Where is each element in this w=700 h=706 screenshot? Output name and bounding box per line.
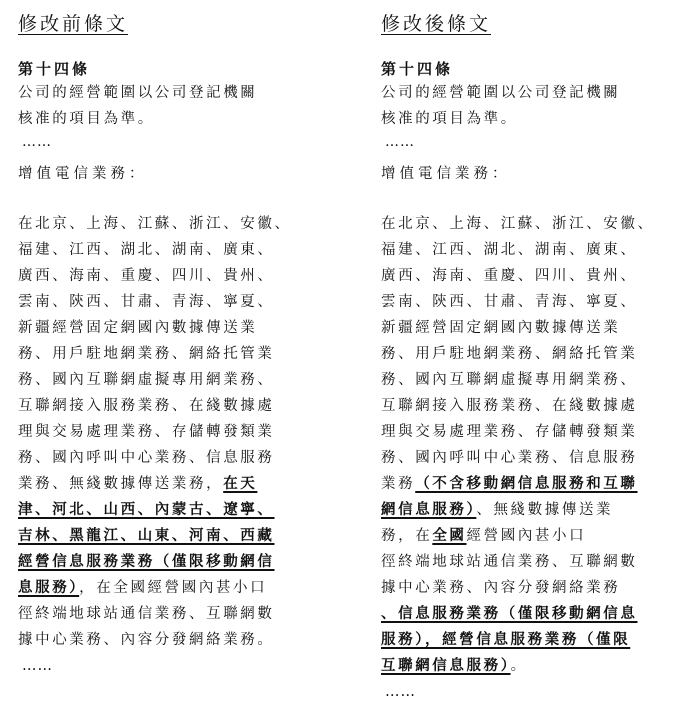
right-body-line — [381, 211, 655, 237]
right-body-line — [381, 393, 655, 419]
text-segment: 業務 — [381, 476, 416, 492]
left-body-line — [18, 601, 292, 627]
amended-text-segment: 經營信息服務業務（僅限移動網信 — [18, 553, 275, 570]
text-segment: 在北京、上海、江蘇、浙江、安徽、 — [18, 216, 292, 232]
left-intro — [18, 80, 257, 132]
text-segment: 務，在 — [381, 528, 433, 544]
right-body-line — [381, 549, 655, 575]
right-body-line — [381, 263, 655, 289]
right-body-line — [381, 627, 655, 653]
right-body-line — [381, 237, 655, 263]
amended-text-segment: 網信息服務） — [381, 501, 477, 518]
text-segment: 廣西、海南、重慶、四川、貴州、 — [381, 268, 638, 284]
text-segment: 廣西、海南、重慶、四川、貴州、 — [18, 268, 275, 284]
amended-text-segment: 在天 — [223, 475, 258, 492]
left-body-line — [18, 523, 292, 549]
text-segment: 務、國內互聯網虛擬專用網業務、 — [18, 372, 275, 388]
left-ellipsis: …… — [22, 134, 52, 150]
left-body-line — [18, 341, 292, 367]
left-intro-line: 核准的項目為準。 — [18, 111, 155, 127]
right-body-line — [381, 471, 655, 497]
text-segment: 新疆經營固定網國內數據傳送業 — [381, 320, 621, 336]
left-body-line — [18, 315, 292, 341]
left-body-line — [18, 367, 292, 393]
text-segment: 徑終端地球站通信業務、互聯網數 — [18, 606, 275, 622]
text-segment: 雲南、陝西、甘肅、青海、寧夏、 — [18, 294, 275, 310]
text-segment: 務、用戶駐地網業務、網絡托管業 — [381, 346, 638, 362]
text-segment: 互聯網接入服務業務、在綫數據處 — [18, 398, 275, 414]
right-body-line — [381, 653, 655, 679]
text-segment: 務、用戶駐地網業務、網絡托管業 — [18, 346, 275, 362]
text-segment: 福建、江西、湖北、湖南、廣東、 — [18, 242, 275, 258]
right-body-text — [381, 211, 655, 705]
left-body-line — [18, 211, 292, 237]
right-body-line — [381, 289, 655, 315]
text-segment: 在北京、上海、江蘇、浙江、安徽、 — [381, 216, 655, 232]
left-article-number: 第十四條 — [18, 60, 91, 78]
text-segment: 經營國內甚小口 — [466, 528, 587, 544]
text-segment: 雲南、陝西、甘肅、青海、寧夏、 — [381, 294, 638, 310]
amended-text-segment: 、信息服務業務（僅限移動網信息 — [381, 605, 638, 622]
right-ellipsis: …… — [385, 134, 415, 150]
left-body-text — [18, 211, 292, 679]
right-body-line — [381, 523, 655, 549]
text-segment: ，在全國經營國內甚小口 — [79, 580, 268, 596]
left-body-line — [18, 445, 292, 471]
amended-text-segment: 吉林、黑龍江、山東、河南、西藏 — [18, 527, 275, 544]
text-segment: 理與交易處理業務、存儲轉發類業 — [381, 424, 638, 440]
left-body-line — [18, 575, 292, 601]
text-segment: 業務、無綫數據傳送業務， — [18, 476, 224, 492]
text-segment: 務、國內呼叫中心業務、信息服務 — [381, 450, 638, 466]
right-body-line — [381, 367, 655, 393]
text-segment: 新疆經營固定網國內數據傳送業 — [18, 320, 258, 336]
right-body-line — [381, 419, 655, 445]
amended-text-segment: （不含移動網信息服務和互聯 — [415, 475, 638, 492]
text-segment: 據中心業務、內容分發網絡業務 — [381, 580, 621, 596]
left-body-line — [18, 627, 292, 653]
left-intro-line: 公司的經營範圍以公司登記機關 — [18, 85, 258, 101]
text-segment: 務、國內呼叫中心業務、信息服務 — [18, 450, 275, 466]
right-body-line — [381, 315, 655, 341]
right-body-line — [381, 341, 655, 367]
right-body-line — [381, 601, 655, 627]
right-body-line — [381, 445, 655, 471]
right-article-number: 第十四條 — [381, 60, 454, 78]
right-intro — [381, 80, 620, 132]
left-body-line — [18, 237, 292, 263]
left-heading: 修改前條文 — [18, 13, 129, 35]
text-segment: 據中心業務、內容分發網絡業務。 — [18, 632, 275, 648]
amended-text-segment: 全國 — [432, 527, 467, 544]
left-body-line — [18, 497, 292, 523]
right-heading: 修改後條文 — [381, 13, 492, 35]
text-segment: 。 — [510, 658, 528, 674]
right-body-line — [381, 575, 655, 601]
amended-text-segment: 服務），經營信息服務業務（僅限 — [381, 631, 631, 648]
left-body-line — [18, 471, 292, 497]
left-body-line — [18, 419, 292, 445]
text-segment: 互聯網接入服務業務、在綫數據處 — [381, 398, 638, 414]
amended-text-segment: 津、河北、山西、內蒙古、遼寧、 — [18, 501, 275, 518]
right-intro-line: 核准的項目為準。 — [381, 111, 518, 127]
text-segment: 、無綫數據傳送業 — [476, 502, 614, 518]
right-value-added-heading: 增值電信業務： — [381, 166, 511, 182]
left-body-line — [18, 289, 292, 315]
text-segment: 務、國內互聯網虛擬專用網業務、 — [381, 372, 638, 388]
text-segment: 理與交易處理業務、存儲轉發類業 — [18, 424, 275, 440]
left-body-line — [18, 549, 292, 575]
right-body-line — [381, 497, 655, 523]
right-intro-line: 公司的經營範圍以公司登記機關 — [381, 85, 621, 101]
text-segment: 福建、江西、湖北、湖南、廣東、 — [381, 242, 638, 258]
left-value-added-heading: 增值電信業務： — [18, 166, 148, 182]
left-body-line — [18, 263, 292, 289]
amended-text-segment: 互聯網信息服務） — [381, 657, 511, 674]
left-body-line — [18, 393, 292, 419]
text-segment: 徑終端地球站通信業務、互聯網數 — [381, 554, 638, 570]
amended-text-segment: 息服務） — [18, 579, 80, 596]
right-end-ellipsis: …… — [385, 684, 416, 700]
left-end-ellipsis: …… — [22, 658, 53, 674]
